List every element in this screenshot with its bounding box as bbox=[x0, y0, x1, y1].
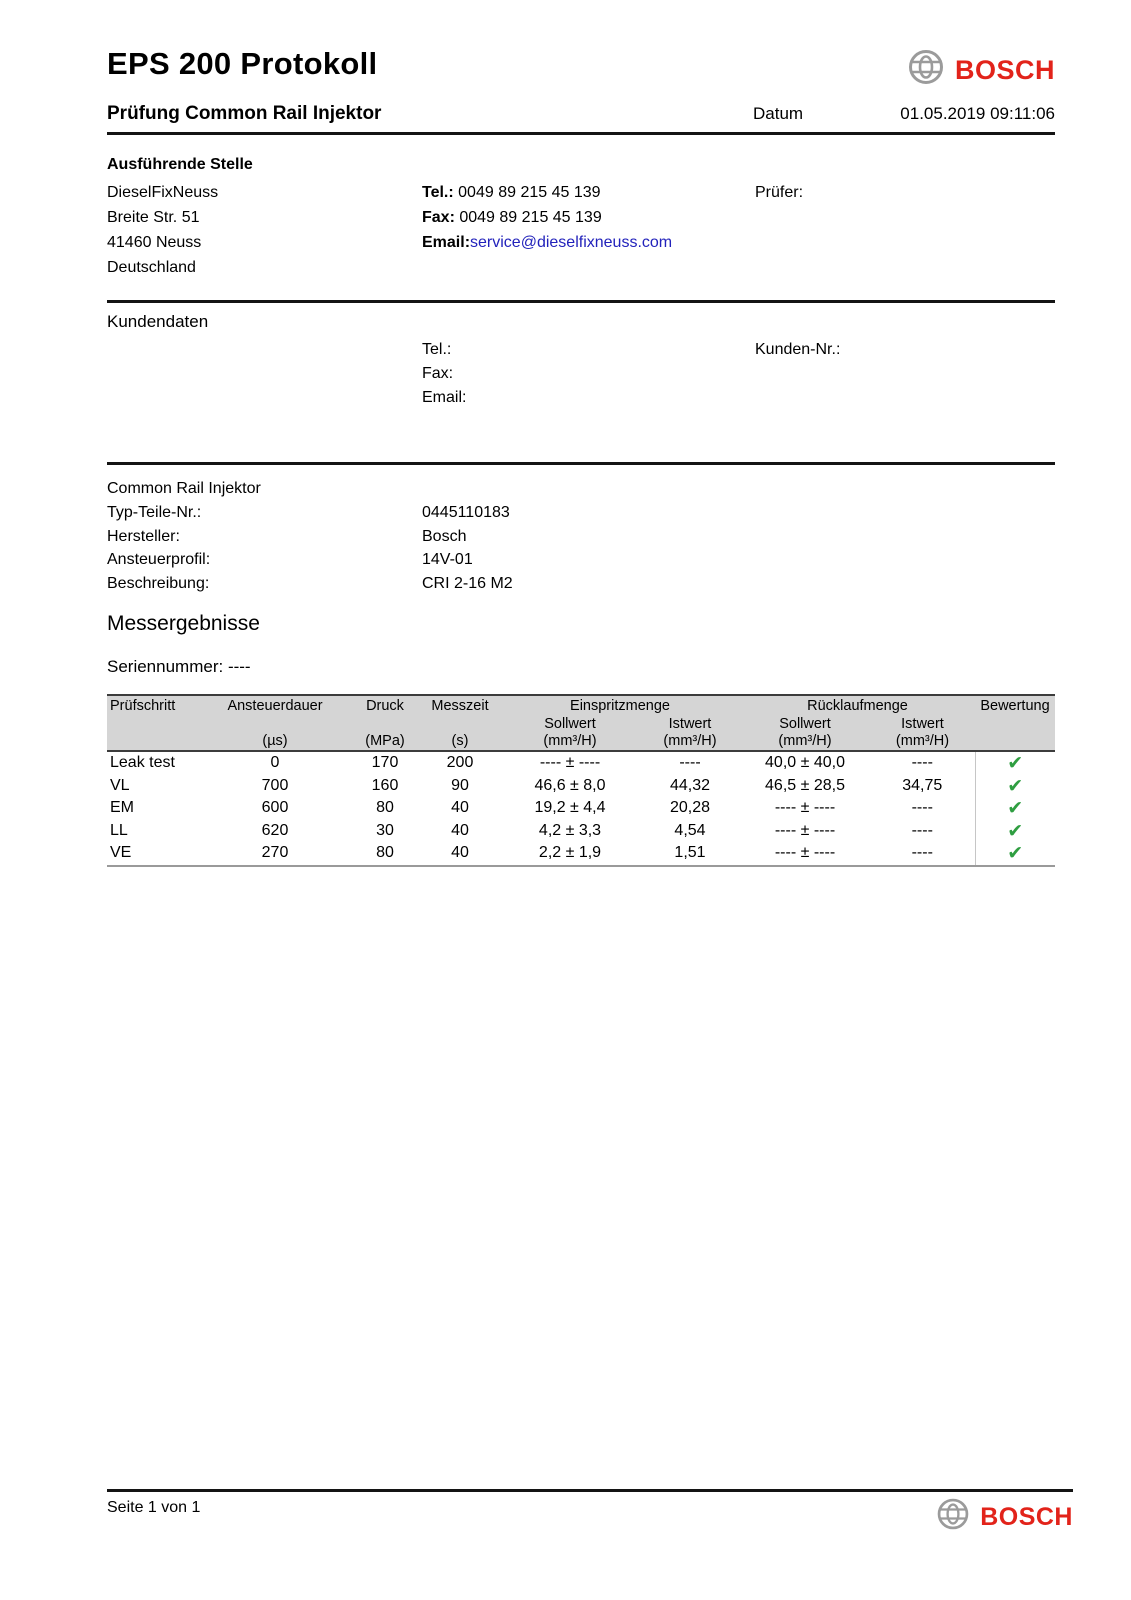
result-row bbox=[107, 751, 1055, 775]
customer-fax-label: Fax: bbox=[422, 365, 454, 382]
injector-info-value: 14V-01 bbox=[422, 551, 473, 568]
unit-time: (s) bbox=[420, 732, 500, 751]
page-header bbox=[107, 47, 1055, 92]
page-number: Seite 1 von 1 bbox=[107, 1499, 201, 1516]
injector-info bbox=[107, 501, 1055, 595]
provider-tel-value: 0049 89 215 45 139 bbox=[458, 184, 601, 201]
date-value: 01.05.2019 09:11:06 bbox=[900, 104, 1055, 123]
cell-step: Leak test bbox=[110, 754, 175, 772]
cell-inj-sollwert: 4,2 ± 3,3 bbox=[538, 821, 602, 839]
injector-heading: Common Rail Injektor bbox=[107, 480, 261, 497]
footer-bosch-logo bbox=[935, 1496, 1073, 1537]
serial-number-row bbox=[107, 655, 1055, 679]
col-ansteuerdauer: Ansteuerdauer bbox=[200, 695, 350, 716]
result-row bbox=[107, 842, 1055, 866]
cell-duration: 270 bbox=[200, 842, 350, 866]
pass-check-icon: ✔ bbox=[975, 775, 1055, 798]
unit-inj-soll: (mm³/H) bbox=[500, 732, 640, 751]
subcol-ret-sollwert: Sollwert bbox=[740, 716, 870, 732]
cell-inj-sollwert: 19,2 ± 4,4 bbox=[534, 799, 606, 817]
header-divider bbox=[107, 132, 1055, 135]
customer-heading: Kundendaten bbox=[107, 312, 209, 331]
cell-ret-sollwert: ---- ± ---- bbox=[774, 799, 836, 817]
provider-name: DieselFixNeuss bbox=[107, 184, 219, 201]
provider-tel-row bbox=[422, 180, 755, 205]
customer-number-column bbox=[755, 338, 1055, 410]
cell-pressure: 160 bbox=[371, 776, 399, 794]
result-row bbox=[107, 775, 1055, 798]
cell-duration: 700 bbox=[261, 776, 289, 794]
subtitle-row bbox=[107, 103, 1055, 125]
cell-step: VL bbox=[110, 776, 130, 794]
cell-duration: 0 bbox=[270, 754, 280, 772]
cell-time: 90 bbox=[451, 776, 469, 794]
injector-info-label: Ansteuerprofil: bbox=[107, 551, 211, 568]
provider-city: 41460 Neuss bbox=[107, 234, 202, 251]
cell-ret-istwert: ---- bbox=[870, 842, 975, 866]
footer-bosch-wordmark: BOSCH bbox=[980, 1502, 1073, 1531]
cell-ret-istwert: 34,75 bbox=[902, 776, 943, 794]
provider-email-label: Email: bbox=[422, 234, 471, 251]
cell-ret-sollwert: ---- ± ---- bbox=[740, 842, 870, 866]
injector-info-value: Bosch bbox=[422, 527, 467, 545]
provider-email-row bbox=[422, 230, 755, 255]
unit-pressure: (MPa) bbox=[350, 732, 420, 751]
unit-ret-soll: (mm³/H) bbox=[740, 732, 870, 751]
injector-info-label: Typ-Teile-Nr.: bbox=[107, 504, 202, 521]
cell-inj-istwert: 20,28 bbox=[669, 799, 711, 817]
provider-heading: Ausführende Stelle bbox=[107, 156, 253, 173]
customer-contact bbox=[422, 338, 755, 410]
provider-fax-value: 0049 89 215 45 139 bbox=[459, 209, 602, 226]
cell-pressure: 170 bbox=[371, 754, 399, 772]
cell-step: VE bbox=[107, 842, 200, 866]
unit-duration: (µs) bbox=[200, 732, 350, 751]
cell-ret-sollwert: 40,0 ± 40,0 bbox=[765, 754, 845, 772]
cell-step: EM bbox=[110, 799, 134, 817]
page-title: EPS 200 Protokoll bbox=[107, 46, 378, 81]
cell-ret-istwert: ---- bbox=[911, 821, 933, 839]
provider-address bbox=[107, 180, 422, 280]
injector-info-value: 0445110183 bbox=[422, 504, 510, 521]
examiner-label: Prüfer: bbox=[755, 184, 804, 201]
col-druck: Druck bbox=[350, 695, 420, 716]
date-label: Datum bbox=[753, 104, 804, 123]
unit-inj-ist: (mm³/H) bbox=[640, 732, 740, 751]
provider-street: Breite Str. 51 bbox=[107, 209, 200, 226]
results-heading: Messergebnisse bbox=[107, 612, 260, 635]
cell-inj-istwert: 4,54 bbox=[674, 821, 706, 839]
cell-pressure: 30 bbox=[376, 821, 394, 839]
injector-info-row bbox=[107, 548, 1055, 572]
unit-ret-ist: (mm³/H) bbox=[870, 732, 975, 751]
cell-inj-istwert: 44,32 bbox=[669, 776, 711, 794]
pass-check-icon: ✔ bbox=[975, 751, 1055, 775]
col-bewertung: Bewertung bbox=[975, 695, 1055, 716]
result-row bbox=[107, 797, 1055, 820]
injector-info-label: Hersteller: bbox=[107, 527, 180, 545]
unit-step bbox=[107, 732, 200, 751]
page-footer bbox=[107, 1489, 1073, 1537]
cell-ret-sollwert: ---- ± ---- bbox=[774, 821, 836, 839]
cell-time: 40 bbox=[451, 821, 469, 839]
cell-inj-sollwert: ---- ± ---- bbox=[539, 754, 601, 772]
cell-inj-sollwert: 2,2 ± 1,9 bbox=[500, 842, 640, 866]
provider-tel-label: Tel.: bbox=[422, 184, 454, 201]
customer-number-label: Kunden-Nr.: bbox=[755, 341, 841, 358]
pass-check-icon: ✔ bbox=[975, 820, 1055, 843]
provider-contact bbox=[422, 180, 755, 280]
provider-divider bbox=[107, 300, 1055, 303]
cell-time: 200 bbox=[446, 754, 474, 772]
bosch-wordmark: BOSCH bbox=[954, 54, 1055, 85]
provider-block bbox=[107, 180, 1055, 280]
cell-ret-sollwert: 46,5 ± 28,5 bbox=[765, 776, 845, 794]
injector-info-row bbox=[107, 525, 1055, 549]
examiner-column bbox=[755, 180, 1055, 280]
cell-ret-istwert: ---- bbox=[911, 754, 933, 772]
cell-duration: 600 bbox=[261, 799, 289, 817]
injector-info-row bbox=[107, 572, 1055, 596]
col-messzeit: Messzeit bbox=[420, 695, 500, 716]
customer-tel-label: Tel.: bbox=[422, 341, 452, 358]
subcol-ret-istwert: Istwert bbox=[870, 716, 975, 732]
customer-divider bbox=[107, 462, 1055, 465]
cell-inj-istwert: ---- bbox=[679, 754, 701, 772]
cell-step: LL bbox=[110, 821, 128, 839]
cell-ret-istwert: ---- bbox=[911, 799, 933, 817]
injector-info-label: Beschreibung: bbox=[107, 574, 210, 592]
provider-email-link[interactable]: service@dieselfixneuss.com bbox=[470, 234, 673, 251]
subcol-inj-istwert: Istwert bbox=[640, 716, 740, 732]
provider-country: Deutschland bbox=[107, 259, 196, 276]
subcol-inj-sollwert: Sollwert bbox=[500, 716, 640, 732]
provider-fax-row bbox=[422, 205, 755, 230]
cell-time: 40 bbox=[451, 799, 469, 817]
unit-bewertung bbox=[975, 732, 1055, 751]
cell-pressure: 80 bbox=[376, 799, 394, 817]
injector-info-value: CRI 2-16 M2 bbox=[422, 574, 513, 592]
pass-check-icon: ✔ bbox=[975, 842, 1055, 866]
customer-block bbox=[107, 338, 1055, 410]
serial-value: ---- bbox=[227, 657, 251, 676]
col-pruefschritt: Prüfschritt bbox=[107, 695, 200, 716]
result-row bbox=[107, 820, 1055, 843]
pass-check-icon: ✔ bbox=[975, 797, 1055, 820]
cell-duration: 620 bbox=[261, 821, 289, 839]
bosch-magneto-icon bbox=[935, 1496, 971, 1537]
cell-time: 40 bbox=[420, 842, 500, 866]
provider-fax-label: Fax: bbox=[422, 209, 455, 226]
results-table-body bbox=[107, 751, 1055, 866]
serial-label: Seriennummer: bbox=[107, 657, 224, 676]
bosch-logo bbox=[906, 47, 1055, 92]
col-einspritzmenge: Einspritzmenge bbox=[500, 695, 740, 716]
customer-email-label: Email: bbox=[422, 389, 467, 406]
injector-info-row bbox=[107, 501, 1055, 525]
cell-pressure: 80 bbox=[350, 842, 420, 866]
results-table bbox=[107, 694, 1055, 867]
cell-inj-sollwert: 46,6 ± 8,0 bbox=[534, 776, 606, 794]
cell-inj-istwert: 1,51 bbox=[640, 842, 740, 866]
document-subtitle: Prüfung Common Rail Injektor bbox=[107, 103, 382, 124]
bosch-magneto-icon bbox=[906, 47, 946, 92]
col-ruecklaufmenge: Rücklaufmenge bbox=[740, 695, 975, 716]
